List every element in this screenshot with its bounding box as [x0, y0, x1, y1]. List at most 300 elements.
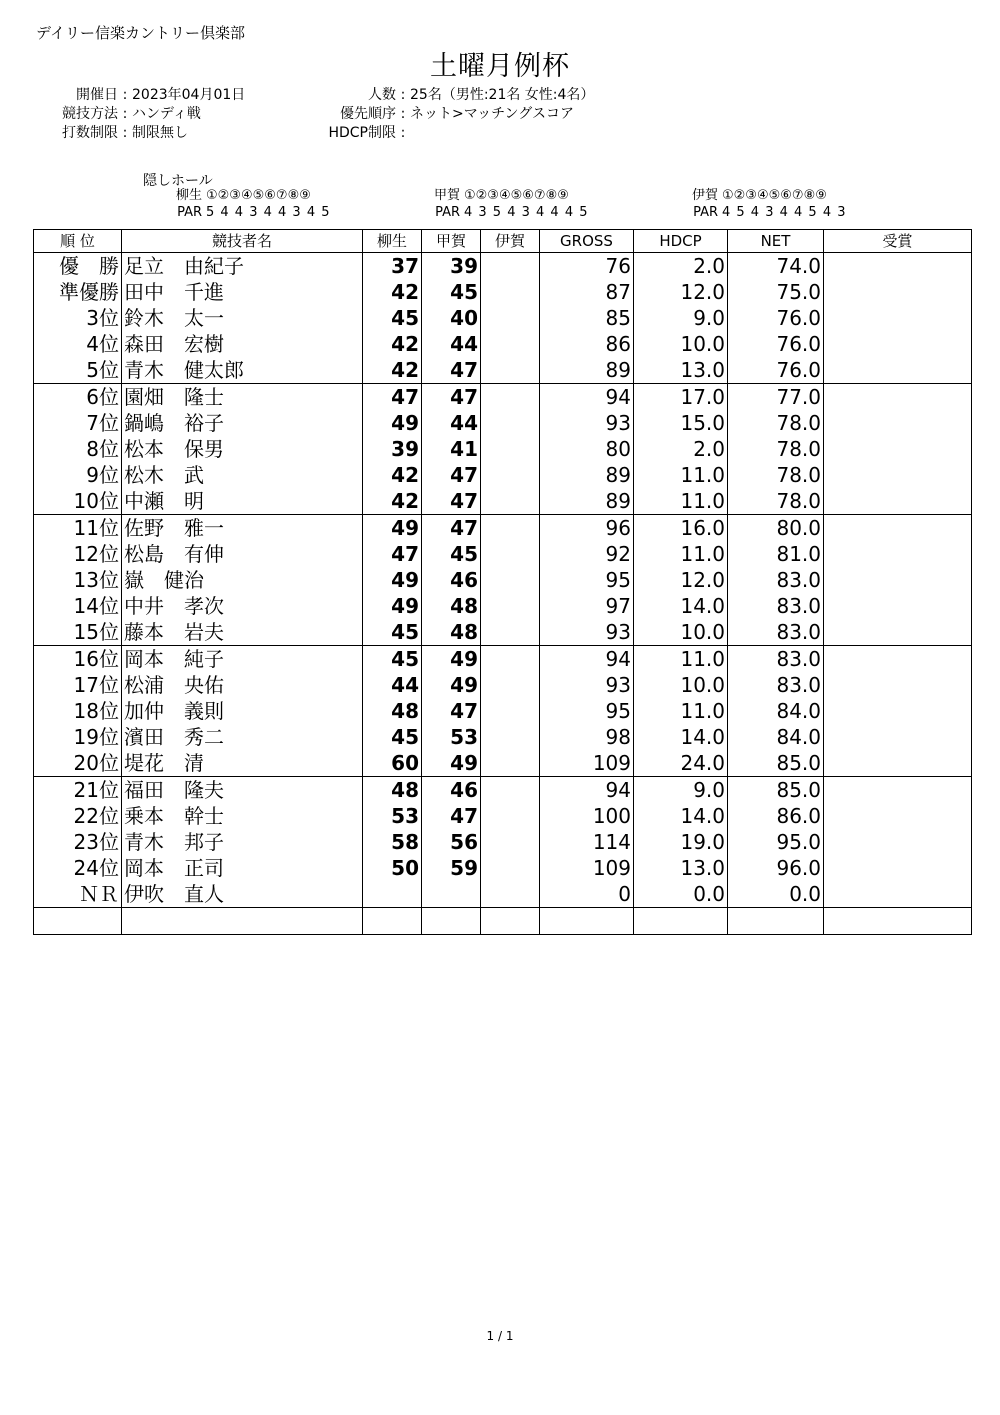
- hdcp-cell: 9.0: [634, 777, 728, 804]
- gross-cell: 109: [540, 855, 634, 881]
- hdcp-cell: 10.0: [634, 672, 728, 698]
- koga-score-cell: 46: [422, 567, 481, 593]
- hdcp-cell: 19.0: [634, 829, 728, 855]
- award-cell: [824, 593, 972, 619]
- hdcp-cell: 14.0: [634, 724, 728, 750]
- iga-score-cell: [481, 672, 540, 698]
- koga-score-cell: 47: [422, 384, 481, 411]
- yagyu-score-cell: 48: [363, 777, 422, 804]
- hdcp-cell: 16.0: [634, 515, 728, 542]
- net-cell: 83.0: [728, 619, 824, 646]
- gross-cell: 87: [540, 279, 634, 305]
- name-cell: 鍋嶋 裕子: [122, 410, 363, 436]
- yagyu-score-cell: 45: [363, 724, 422, 750]
- rank-cell: 19位: [34, 724, 122, 750]
- meta-right: [300, 86, 594, 143]
- meta-key: 開催日: [76, 87, 118, 103]
- net-cell: 83.0: [728, 672, 824, 698]
- award-cell: [824, 305, 972, 331]
- empty-cell: [422, 908, 481, 935]
- koga-score-cell: [422, 881, 481, 908]
- yagyu-score-cell: 45: [363, 619, 422, 646]
- award-cell: [824, 724, 972, 750]
- rank-cell: 13位: [34, 567, 122, 593]
- yagyu-score-cell: 49: [363, 410, 422, 436]
- gross-cell: 89: [540, 488, 634, 515]
- meta-key: HDCP制限: [328, 125, 396, 141]
- iga-score-cell: [481, 829, 540, 855]
- iga-score-cell: [481, 410, 540, 436]
- net-cell: 80.0: [728, 515, 824, 542]
- iga-score-cell: [481, 698, 540, 724]
- iga-score-cell: [481, 855, 540, 881]
- rank-cell: 5位: [34, 357, 122, 384]
- award-cell: [824, 253, 972, 280]
- col-header-yagyu: 柳生: [363, 230, 422, 253]
- award-cell: [824, 384, 972, 411]
- name-cell: 松浦 央佑: [122, 672, 363, 698]
- net-cell: 78.0: [728, 410, 824, 436]
- iga-score-cell: [481, 567, 540, 593]
- name-cell: 福田 隆夫: [122, 777, 363, 804]
- meta-left: [38, 86, 245, 143]
- net-cell: 86.0: [728, 803, 824, 829]
- course-par: 4 3 5 4 3 4 4 4 5: [464, 205, 589, 220]
- empty-cell: [34, 908, 122, 935]
- empty-cell: [122, 908, 363, 935]
- gross-cell: 86: [540, 331, 634, 357]
- name-cell: 青木 邦子: [122, 829, 363, 855]
- page-title: 土曜月例杯: [430, 51, 570, 82]
- gross-cell: 114: [540, 829, 634, 855]
- table-row: [34, 855, 972, 881]
- koga-score-cell: 44: [422, 331, 481, 357]
- table-row: [34, 881, 972, 908]
- page-indicator: 1 / 1: [486, 1329, 514, 1343]
- iga-score-cell: [481, 750, 540, 777]
- net-cell: 84.0: [728, 724, 824, 750]
- koga-score-cell: 45: [422, 279, 481, 305]
- award-cell: [824, 646, 972, 673]
- course-name: 伊賀: [691, 188, 718, 203]
- gross-cell: 89: [540, 357, 634, 384]
- yagyu-score-cell: 47: [363, 384, 422, 411]
- col-header-gross: GROSS: [540, 230, 634, 253]
- net-cell: 78.0: [728, 462, 824, 488]
- iga-score-cell: [481, 515, 540, 542]
- award-cell: [824, 750, 972, 777]
- table-row: [34, 567, 972, 593]
- gross-cell: 85: [540, 305, 634, 331]
- rank-cell: 優 勝: [34, 253, 122, 280]
- hidden-holes-label: 隠しホール: [143, 173, 213, 189]
- gross-cell: 93: [540, 672, 634, 698]
- yagyu-score-cell: [363, 881, 422, 908]
- name-cell: 松島 有伸: [122, 541, 363, 567]
- hdcp-cell: 17.0: [634, 384, 728, 411]
- iga-score-cell: [481, 724, 540, 750]
- name-cell: 加仲 義則: [122, 698, 363, 724]
- award-cell: [824, 855, 972, 881]
- hdcp-cell: 14.0: [634, 803, 728, 829]
- rank-cell: 8位: [34, 436, 122, 462]
- rank-cell: ＮＲ: [34, 881, 122, 908]
- hdcp-cell: 0.0: [634, 881, 728, 908]
- yagyu-score-cell: 58: [363, 829, 422, 855]
- hdcp-cell: 10.0: [634, 619, 728, 646]
- table-row: [34, 488, 972, 515]
- table-row: [34, 331, 972, 357]
- koga-score-cell: 41: [422, 436, 481, 462]
- yagyu-score-cell: 60: [363, 750, 422, 777]
- award-cell: [824, 488, 972, 515]
- iga-score-cell: [481, 803, 540, 829]
- award-cell: [824, 619, 972, 646]
- course-holes: ①②③④⑤⑥⑦⑧⑨: [206, 188, 311, 203]
- table-row: [34, 829, 972, 855]
- koga-score-cell: 47: [422, 803, 481, 829]
- koga-score-cell: 47: [422, 515, 481, 542]
- award-cell: [824, 567, 972, 593]
- table-row: [34, 803, 972, 829]
- par-label: PAR: [693, 205, 718, 220]
- iga-score-cell: [481, 331, 540, 357]
- iga-score-cell: [481, 436, 540, 462]
- table-row: [34, 279, 972, 305]
- meta-value: ネット>マッチングスコア: [410, 106, 575, 122]
- meta-row-stroke-limit: 打数制限 : 制限無し: [38, 124, 245, 143]
- meta-key: 打数制限: [62, 125, 118, 141]
- name-cell: 田中 千進: [122, 279, 363, 305]
- award-cell: [824, 279, 972, 305]
- koga-score-cell: 48: [422, 619, 481, 646]
- koga-score-cell: 40: [422, 305, 481, 331]
- iga-score-cell: [481, 384, 540, 411]
- award-cell: [824, 462, 972, 488]
- net-cell: 81.0: [728, 541, 824, 567]
- award-cell: [824, 777, 972, 804]
- net-cell: 76.0: [728, 357, 824, 384]
- rank-cell: 18位: [34, 698, 122, 724]
- name-cell: 堤花 清: [122, 750, 363, 777]
- koga-score-cell: 56: [422, 829, 481, 855]
- table-row: [34, 541, 972, 567]
- yagyu-score-cell: 42: [363, 462, 422, 488]
- par-label: PAR: [435, 205, 460, 220]
- net-cell: 78.0: [728, 436, 824, 462]
- gross-cell: 94: [540, 384, 634, 411]
- course-holes: ①②③④⑤⑥⑦⑧⑨: [464, 188, 569, 203]
- course-iga: [676, 187, 847, 221]
- col-header-name: 競技者名: [122, 230, 363, 253]
- table-row: [34, 646, 972, 673]
- yagyu-score-cell: 50: [363, 855, 422, 881]
- iga-score-cell: [481, 881, 540, 908]
- gross-cell: 92: [540, 541, 634, 567]
- col-header-rank: 順 位: [34, 230, 122, 253]
- meta-value: 2023年04月01日: [132, 87, 246, 103]
- hdcp-cell: 24.0: [634, 750, 728, 777]
- rank-cell: 3位: [34, 305, 122, 331]
- net-cell: 75.0: [728, 279, 824, 305]
- name-cell: 松木 武: [122, 462, 363, 488]
- table-row: [34, 593, 972, 619]
- koga-score-cell: 44: [422, 410, 481, 436]
- rank-cell: 17位: [34, 672, 122, 698]
- net-cell: 76.0: [728, 305, 824, 331]
- empty-cell: [728, 908, 824, 935]
- meta-key: 優先順序: [340, 106, 396, 122]
- iga-score-cell: [481, 253, 540, 280]
- koga-score-cell: 49: [422, 750, 481, 777]
- gross-cell: 96: [540, 515, 634, 542]
- name-cell: 岡本 正司: [122, 855, 363, 881]
- hdcp-cell: 12.0: [634, 279, 728, 305]
- gross-cell: 93: [540, 619, 634, 646]
- hdcp-cell: 13.0: [634, 357, 728, 384]
- meta-row-hdcp-limit: HDCP制限 :: [300, 124, 594, 143]
- gross-cell: 97: [540, 593, 634, 619]
- award-cell: [824, 515, 972, 542]
- par-label: PAR: [177, 205, 202, 220]
- gross-cell: 89: [540, 462, 634, 488]
- course-yagyu: [160, 187, 331, 221]
- col-header-hdcp: HDCP: [634, 230, 728, 253]
- koga-score-cell: 47: [422, 488, 481, 515]
- koga-score-cell: 46: [422, 777, 481, 804]
- rank-cell: 22位: [34, 803, 122, 829]
- net-cell: 83.0: [728, 646, 824, 673]
- koga-score-cell: 59: [422, 855, 481, 881]
- table-row: [34, 750, 972, 777]
- name-cell: 乗本 幹士: [122, 803, 363, 829]
- yagyu-score-cell: 37: [363, 253, 422, 280]
- meta-value: ハンディ戦: [132, 106, 201, 122]
- hdcp-cell: 2.0: [634, 436, 728, 462]
- results-table: [33, 229, 972, 935]
- yagyu-score-cell: 47: [363, 541, 422, 567]
- yagyu-score-cell: 49: [363, 515, 422, 542]
- iga-score-cell: [481, 646, 540, 673]
- koga-score-cell: 47: [422, 357, 481, 384]
- table-row: [34, 777, 972, 804]
- yagyu-score-cell: 42: [363, 279, 422, 305]
- name-cell: 濱田 秀二: [122, 724, 363, 750]
- net-cell: 78.0: [728, 488, 824, 515]
- gross-cell: 100: [540, 803, 634, 829]
- yagyu-score-cell: 44: [363, 672, 422, 698]
- iga-score-cell: [481, 305, 540, 331]
- empty-area: [34, 908, 972, 935]
- net-cell: 77.0: [728, 384, 824, 411]
- club-name: デイリー信楽カントリー倶楽部: [36, 24, 245, 42]
- table-row: [34, 672, 972, 698]
- rank-cell: 10位: [34, 488, 122, 515]
- net-cell: 0.0: [728, 881, 824, 908]
- koga-score-cell: 49: [422, 646, 481, 673]
- name-cell: 青木 健太郎: [122, 357, 363, 384]
- name-cell: 松本 保男: [122, 436, 363, 462]
- hdcp-cell: 13.0: [634, 855, 728, 881]
- meta-value: 25名（男性:21名 女性:4名）: [410, 87, 595, 103]
- koga-score-cell: 47: [422, 698, 481, 724]
- empty-cell: [481, 908, 540, 935]
- hdcp-cell: 14.0: [634, 593, 728, 619]
- hdcp-cell: 11.0: [634, 488, 728, 515]
- table-row: [34, 436, 972, 462]
- koga-score-cell: 49: [422, 672, 481, 698]
- table-row: [34, 619, 972, 646]
- award-cell: [824, 541, 972, 567]
- net-cell: 76.0: [728, 331, 824, 357]
- table-row: [34, 515, 972, 542]
- yagyu-score-cell: 45: [363, 646, 422, 673]
- iga-score-cell: [481, 593, 540, 619]
- koga-score-cell: 53: [422, 724, 481, 750]
- meta-row-method: 競技方法 : ハンディ戦: [38, 105, 245, 124]
- course-par: 4 5 4 3 4 4 5 4 3: [722, 205, 847, 220]
- hdcp-cell: 2.0: [634, 253, 728, 280]
- gross-cell: 76: [540, 253, 634, 280]
- course-name: 甲賀: [433, 188, 460, 203]
- yagyu-score-cell: 48: [363, 698, 422, 724]
- net-cell: 85.0: [728, 777, 824, 804]
- gross-cell: 94: [540, 646, 634, 673]
- hdcp-cell: 9.0: [634, 305, 728, 331]
- rank-cell: 23位: [34, 829, 122, 855]
- course-holes: ①②③④⑤⑥⑦⑧⑨: [722, 188, 827, 203]
- table-row: [34, 698, 972, 724]
- yagyu-score-cell: 49: [363, 567, 422, 593]
- iga-score-cell: [481, 619, 540, 646]
- koga-score-cell: 45: [422, 541, 481, 567]
- rank-cell: 7位: [34, 410, 122, 436]
- award-cell: [824, 410, 972, 436]
- empty-cell: [363, 908, 422, 935]
- name-cell: 伊吹 直人: [122, 881, 363, 908]
- hdcp-cell: 11.0: [634, 698, 728, 724]
- award-cell: [824, 829, 972, 855]
- rank-cell: 21位: [34, 777, 122, 804]
- net-cell: 74.0: [728, 253, 824, 280]
- hdcp-cell: 11.0: [634, 541, 728, 567]
- name-cell: 中瀬 明: [122, 488, 363, 515]
- hdcp-cell: 11.0: [634, 646, 728, 673]
- award-cell: [824, 331, 972, 357]
- award-cell: [824, 672, 972, 698]
- rank-cell: 9位: [34, 462, 122, 488]
- col-header-net: NET: [728, 230, 824, 253]
- meta-key: 人数: [368, 87, 396, 103]
- rank-cell: 15位: [34, 619, 122, 646]
- yagyu-score-cell: 42: [363, 357, 422, 384]
- yagyu-score-cell: 42: [363, 331, 422, 357]
- table-row: [34, 384, 972, 411]
- net-cell: 83.0: [728, 593, 824, 619]
- empty-cell: [540, 908, 634, 935]
- gross-cell: 98: [540, 724, 634, 750]
- name-cell: 嶽 健治: [122, 567, 363, 593]
- net-cell: 83.0: [728, 567, 824, 593]
- rank-cell: 準優勝: [34, 279, 122, 305]
- gross-cell: 80: [540, 436, 634, 462]
- award-cell: [824, 698, 972, 724]
- award-cell: [824, 881, 972, 908]
- yagyu-score-cell: 42: [363, 488, 422, 515]
- yagyu-score-cell: 39: [363, 436, 422, 462]
- net-cell: 95.0: [728, 829, 824, 855]
- course-name: 柳生: [175, 188, 202, 203]
- empty-cell: [824, 908, 972, 935]
- name-cell: 鈴木 太一: [122, 305, 363, 331]
- rank-cell: 16位: [34, 646, 122, 673]
- meta-row-date: 開催日 : 2023年04月01日: [38, 86, 245, 105]
- award-cell: [824, 803, 972, 829]
- iga-score-cell: [481, 279, 540, 305]
- course-koga: [418, 187, 589, 221]
- name-cell: 佐野 雅一: [122, 515, 363, 542]
- award-cell: [824, 357, 972, 384]
- header-row: [34, 230, 972, 253]
- rank-cell: 11位: [34, 515, 122, 542]
- table-row: [34, 305, 972, 331]
- iga-score-cell: [481, 462, 540, 488]
- name-cell: 足立 由紀子: [122, 253, 363, 280]
- rank-cell: 12位: [34, 541, 122, 567]
- meta-row-priority: 優先順序 : ネット>マッチングスコア: [300, 105, 594, 124]
- iga-score-cell: [481, 541, 540, 567]
- col-header-iga: 伊賀: [481, 230, 540, 253]
- koga-score-cell: 48: [422, 593, 481, 619]
- name-cell: 岡本 純子: [122, 646, 363, 673]
- gross-cell: 95: [540, 567, 634, 593]
- gross-cell: 95: [540, 698, 634, 724]
- koga-score-cell: 39: [422, 253, 481, 280]
- rank-cell: 24位: [34, 855, 122, 881]
- table-row: [34, 357, 972, 384]
- gross-cell: 94: [540, 777, 634, 804]
- award-cell: [824, 436, 972, 462]
- rank-cell: 20位: [34, 750, 122, 777]
- hdcp-cell: 11.0: [634, 462, 728, 488]
- iga-score-cell: [481, 777, 540, 804]
- iga-score-cell: [481, 357, 540, 384]
- hdcp-cell: 15.0: [634, 410, 728, 436]
- col-header-koga: 甲賀: [422, 230, 481, 253]
- yagyu-score-cell: 49: [363, 593, 422, 619]
- koga-score-cell: 47: [422, 462, 481, 488]
- gross-cell: 0: [540, 881, 634, 908]
- table-row: [34, 253, 972, 280]
- gross-cell: 109: [540, 750, 634, 777]
- name-cell: 園畑 隆士: [122, 384, 363, 411]
- hdcp-cell: 10.0: [634, 331, 728, 357]
- name-cell: 森田 宏樹: [122, 331, 363, 357]
- iga-score-cell: [481, 488, 540, 515]
- gross-cell: 93: [540, 410, 634, 436]
- rank-cell: 14位: [34, 593, 122, 619]
- yagyu-score-cell: 45: [363, 305, 422, 331]
- rank-cell: 4位: [34, 331, 122, 357]
- col-header-award: 受賞: [824, 230, 972, 253]
- meta-row-participants: 人数 : 25名（男性:21名 女性:4名）: [300, 86, 594, 105]
- name-cell: 藤本 岩夫: [122, 619, 363, 646]
- hdcp-cell: 12.0: [634, 567, 728, 593]
- empty-cell: [634, 908, 728, 935]
- table-row: [34, 410, 972, 436]
- net-cell: 84.0: [728, 698, 824, 724]
- meta-value: 制限無し: [132, 125, 188, 141]
